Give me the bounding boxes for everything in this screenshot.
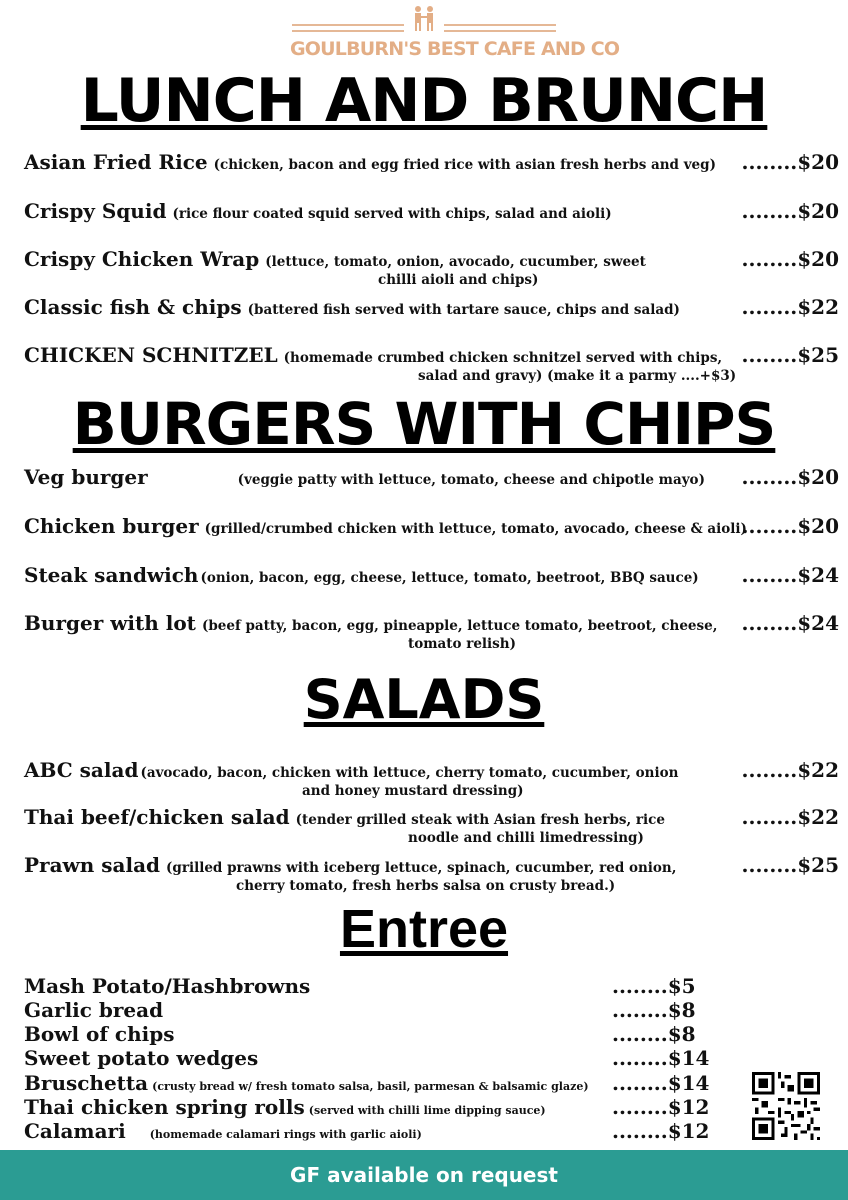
qr-code-icon[interactable] (745, 1072, 827, 1140)
logo-line-left-2 (292, 30, 404, 32)
item-name: Steak sandwich (24, 563, 199, 587)
menu-item (24, 295, 839, 319)
footer-banner (0, 1150, 848, 1200)
logo-line-right-2 (444, 30, 556, 32)
menu-item (24, 758, 839, 802)
brand-name: GOULBURN'S BEST CAFE AND CO (290, 38, 620, 60)
menu-item (24, 199, 839, 223)
menu-item (24, 465, 839, 489)
heading-burgers: BURGERS WITH CHIPS (72, 390, 776, 458)
entree-item (24, 998, 724, 1024)
item-price: ........$22 (741, 805, 839, 829)
item-name: Sweet potato wedges (24, 1046, 259, 1070)
item-name: Chicken burger (24, 514, 199, 538)
menu-item (24, 247, 839, 291)
item-desc-cont: chilli aioli and chips) (378, 272, 539, 288)
item-desc: (battered fish served with tartare sauce, chips and salad) (247, 302, 680, 318)
item-price: ........$20 (741, 199, 839, 223)
item-desc: (rice flour coated squid served with chips, salad and aioli) (172, 206, 612, 222)
item-desc: (homemade calamari rings with garlic aioli) (149, 1128, 422, 1141)
item-name: Burger with lot (24, 611, 196, 635)
entree-item (24, 1022, 724, 1048)
item-desc: (served with chilli lime dipping sauce) (308, 1104, 546, 1117)
item-price: ........$12 (612, 1095, 710, 1119)
item-desc: (lettuce, tomato, onion, avocado, cucumber, sweet (265, 254, 646, 270)
menu-item (24, 343, 839, 387)
item-name: Crispy Squid (24, 199, 167, 223)
heading-entree: Entree (339, 899, 509, 959)
item-price: ........$20 (741, 514, 839, 538)
item-price: ........$14 (612, 1046, 710, 1070)
item-name: Crispy Chicken Wrap (24, 247, 260, 271)
menu-item (24, 853, 839, 897)
item-name: Veg burger (24, 465, 148, 489)
heading-lunch: LUNCH AND BRUNCH (80, 66, 768, 136)
item-desc: (veggie patty with lettuce, tomato, cheese and chipotle mayo) (237, 472, 705, 488)
item-price: ........$8 (612, 1022, 696, 1046)
item-price: ........$20 (741, 247, 839, 271)
item-name: ABC salad (24, 758, 139, 782)
item-price: ........$12 (612, 1119, 710, 1143)
item-name: Classic fish & chips (24, 295, 242, 319)
logo-line-left (292, 24, 404, 26)
menu-item (24, 150, 839, 174)
item-desc-cont: salad and gravy) (make it a parmy ....+$3) (418, 368, 737, 384)
item-desc: (avocado, bacon, chicken with lettuce, cherry tomato, cucumber, onion (140, 765, 679, 781)
item-name: Prawn salad (24, 853, 161, 877)
menu-item (24, 805, 839, 849)
item-price: ........$24 (741, 611, 839, 635)
menu-item (24, 514, 839, 538)
item-price: ........$22 (741, 758, 839, 782)
item-desc: (grilled prawns with iceberg lettuce, spinach, cucumber, red onion, (166, 860, 677, 876)
menu-item (24, 611, 839, 655)
item-name: Asian Fried Rice (24, 150, 208, 174)
item-name: Bruschetta (24, 1071, 149, 1095)
entree-item (24, 1046, 724, 1072)
item-desc: (beef patty, bacon, egg, pineapple, lettuce tomato, beetroot, cheese, (201, 618, 718, 634)
item-price: ........$20 (741, 465, 839, 489)
item-desc: (homemade crumbed chicken schnitzel served with chips, (283, 350, 723, 366)
item-name: Calamari (24, 1119, 126, 1143)
item-desc-cont: cherry tomato, fresh herbs salsa on crusty bread.) (236, 878, 616, 894)
item-price: ........$20 (741, 150, 839, 174)
logo-line-right (444, 24, 556, 26)
item-desc: (tender grilled steak with Asian fresh herbs, rice (295, 812, 665, 828)
item-desc-cont: and honey mustard dressing) (302, 783, 524, 799)
item-name: Thai chicken spring rolls (24, 1095, 305, 1119)
item-price: ........$22 (741, 295, 839, 319)
item-price: ........$24 (741, 563, 839, 587)
entree-item (24, 1119, 724, 1147)
brand-logo (290, 2, 620, 66)
item-desc: (onion, bacon, egg, cheese, lettuce, tomato, beetroot, BBQ sauce) (200, 570, 699, 586)
item-name: Garlic bread (24, 998, 164, 1022)
item-price: ........$14 (612, 1071, 710, 1095)
item-name: CHICKEN SCHNITZEL (24, 343, 278, 367)
item-desc-cont: tomato relish) (408, 636, 516, 652)
item-desc-cont: noodle and chilli limedressing) (408, 830, 644, 846)
footer-text: GF available on request (290, 1163, 558, 1187)
heading-salads: SALADS (303, 668, 545, 731)
item-name: Mash Potato/Hashbrowns (24, 974, 311, 998)
item-name: Bowl of chips (24, 1022, 175, 1046)
item-price: ........$5 (612, 974, 696, 998)
item-price: ........$8 (612, 998, 696, 1022)
menu-item (24, 563, 839, 587)
item-name: Thai beef/chicken salad (24, 805, 290, 829)
item-desc: (chicken, bacon and egg fried rice with asian fresh herbs and veg) (213, 157, 716, 173)
entree-item (24, 974, 724, 1000)
people-icon (410, 4, 438, 32)
item-desc: (crusty bread w/ fresh tomato salsa, basil, parmesan & balsamic glaze) (152, 1080, 589, 1093)
item-price: ........$25 (741, 343, 839, 367)
item-desc: (grilled/crumbed chicken with lettuce, tomato, avocado, cheese & aioli) (204, 521, 747, 537)
item-price: ........$25 (741, 853, 839, 877)
